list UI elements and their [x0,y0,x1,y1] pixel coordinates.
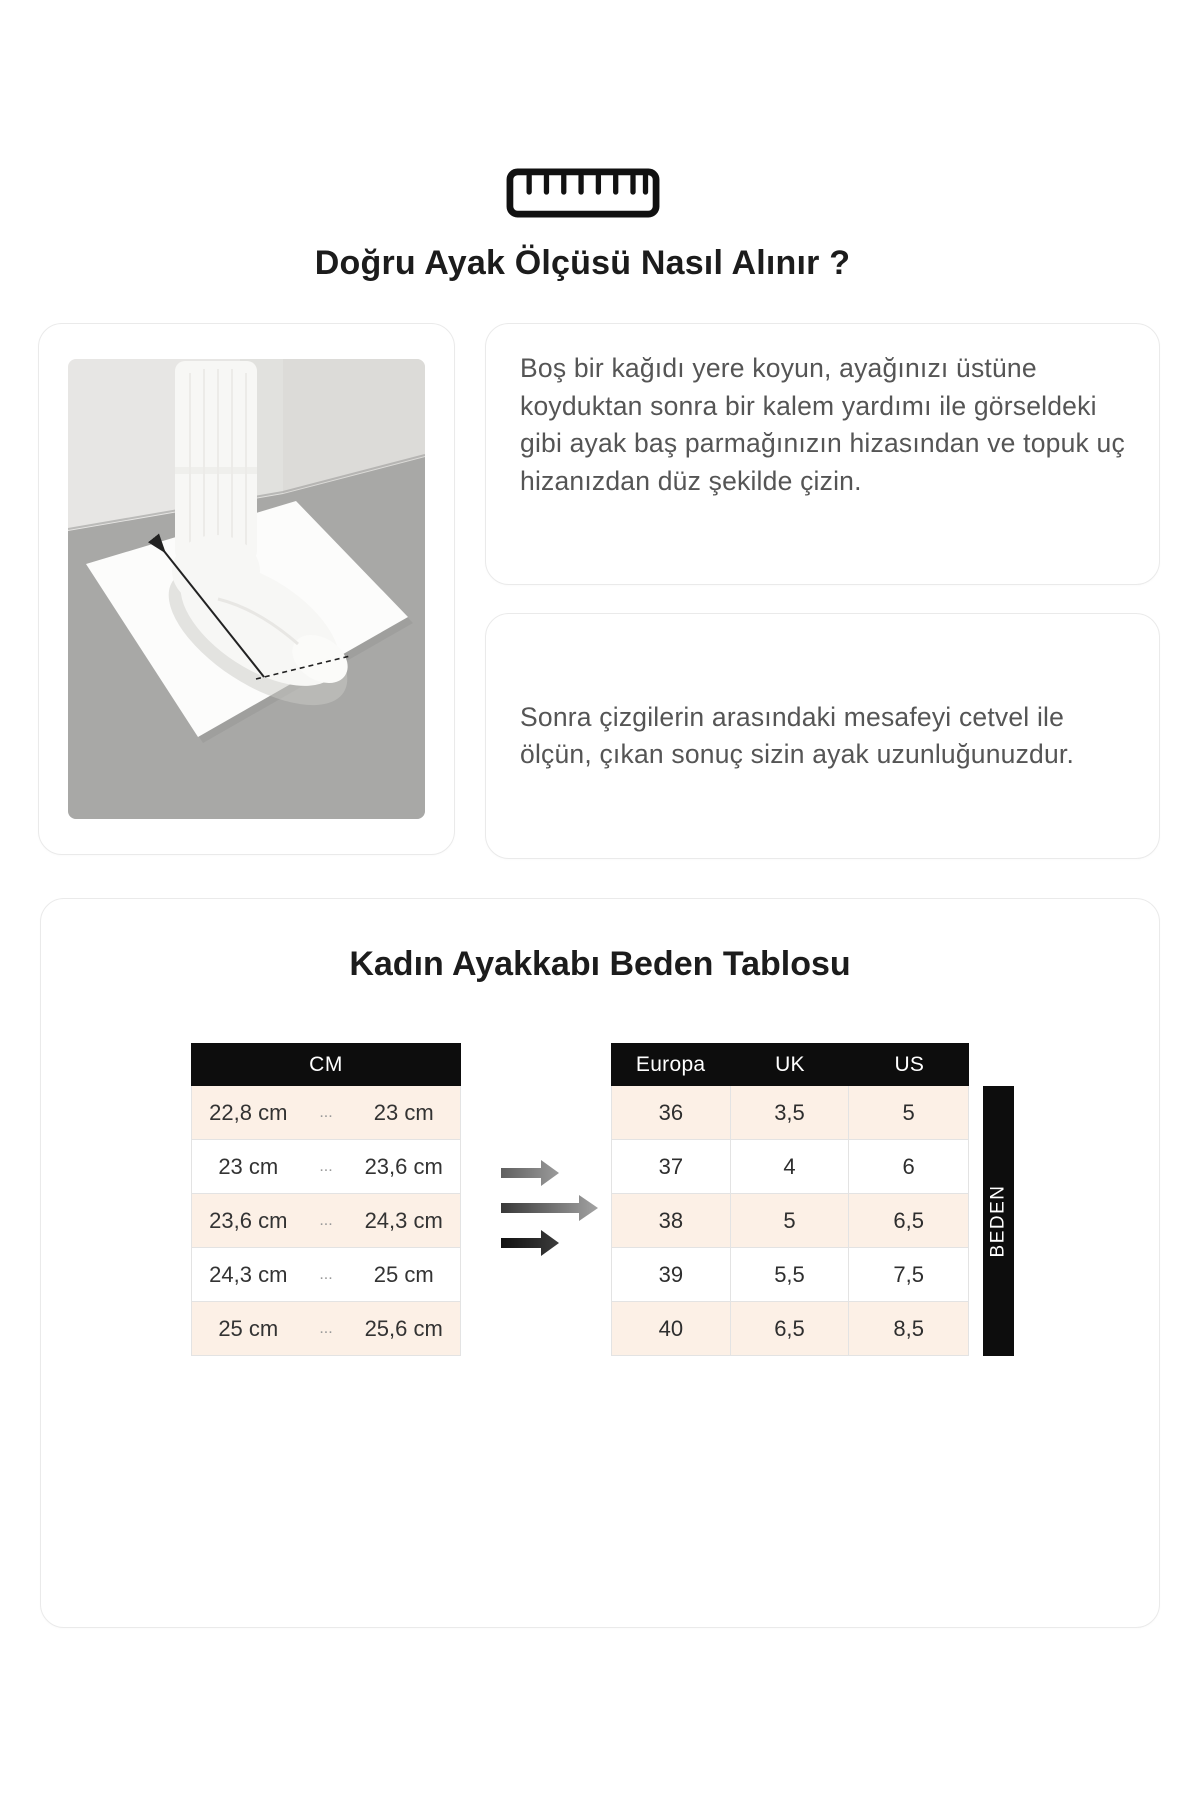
conversion-arrows-icon [501,1159,601,1257]
cm-range-to: 25 cm [373,1261,434,1287]
table-row [611,1194,969,1248]
table-row [191,1248,461,1302]
ruler-icon [504,168,662,218]
size-side-label-text: BEDEN [987,1184,1009,1258]
size-col-header-uk: UK [775,1052,805,1076]
uk-size-cell: 5,5 [731,1248,850,1301]
table-row [191,1302,461,1356]
range-separator: ... [319,1211,333,1229]
cm-range-from: 25 cm [218,1315,279,1341]
eu-size-table [611,1043,969,1356]
table-row [611,1302,969,1356]
eu-size-cell: 37 [612,1140,731,1193]
cm-range-to: 24,3 cm [364,1207,443,1233]
cm-range-from: 24,3 cm [209,1261,288,1287]
cm-range-to: 25,6 cm [364,1315,443,1341]
cm-range-from: 23,6 cm [209,1207,288,1233]
eu-size-cell: 36 [612,1086,731,1139]
cm-range-to: 23 cm [373,1099,434,1125]
table-row [191,1086,461,1140]
table-row [191,1140,461,1194]
eu-size-cell: 39 [612,1248,731,1301]
cm-range-to: 23,6 cm [364,1153,443,1179]
uk-size-cell: 5 [731,1194,850,1247]
eu-size-cell: 40 [612,1302,731,1355]
eu-size-cell: 38 [612,1194,731,1247]
range-separator: ... [319,1319,333,1337]
size-table-body [611,1086,969,1356]
page-title: Doğru Ayak Ölçüsü Nasıl Alınır ? [314,244,851,282]
us-size-cell: 6,5 [893,1207,924,1233]
uk-size-cell: 4 [731,1140,850,1193]
table-row [611,1140,969,1194]
table-row [611,1248,969,1302]
table-row [611,1086,969,1140]
range-separator: ... [319,1157,333,1175]
size-table-header-row [611,1043,969,1086]
uk-size-cell: 6,5 [731,1302,850,1355]
cm-table [191,1043,461,1356]
size-table-card [40,898,1160,1628]
us-size-cell: 8,5 [893,1315,924,1341]
size-col-header-us: US [894,1052,925,1076]
instruction-card-1 [485,323,1160,585]
size-side-label [983,1086,1014,1356]
us-size-cell: 7,5 [893,1261,924,1287]
size-col-header-europa: Europa [635,1052,706,1076]
us-size-cell: 5 [902,1099,915,1125]
cm-range-from: 23 cm [218,1153,279,1179]
guide-header [0,0,1165,283]
cm-range-from: 22,8 cm [209,1099,288,1125]
us-size-cell: 6 [902,1153,915,1179]
instruction-step-2: Sonra çizgilerin arasındaki mesafeyi cetvel ile ölçün, çıkan sonuç sizin ayak uzunluğunuzdur. [520,701,1075,769]
foot-photo-card [38,323,455,855]
size-table-title: Kadın Ayakkabı Beden Tablosu [349,945,851,983]
instruction-card-2 [485,613,1160,859]
instruction-step-1: Boş bir kağıdı yere koyun, ayağınızı üstüne koyduktan sonra bir kalem yardımı ile görseldeki gibi ayak baş parmağınızın hizasından ve topuk uç hizanızdan düz şekilde çizin. [520,353,1125,496]
cm-table-header: CM [191,1043,461,1086]
foot-measurement-photo [68,359,425,819]
table-row [191,1194,461,1248]
range-separator: ... [319,1103,333,1121]
uk-size-cell: 3,5 [731,1086,850,1139]
cm-table-body [191,1086,461,1356]
range-separator: ... [319,1265,333,1283]
